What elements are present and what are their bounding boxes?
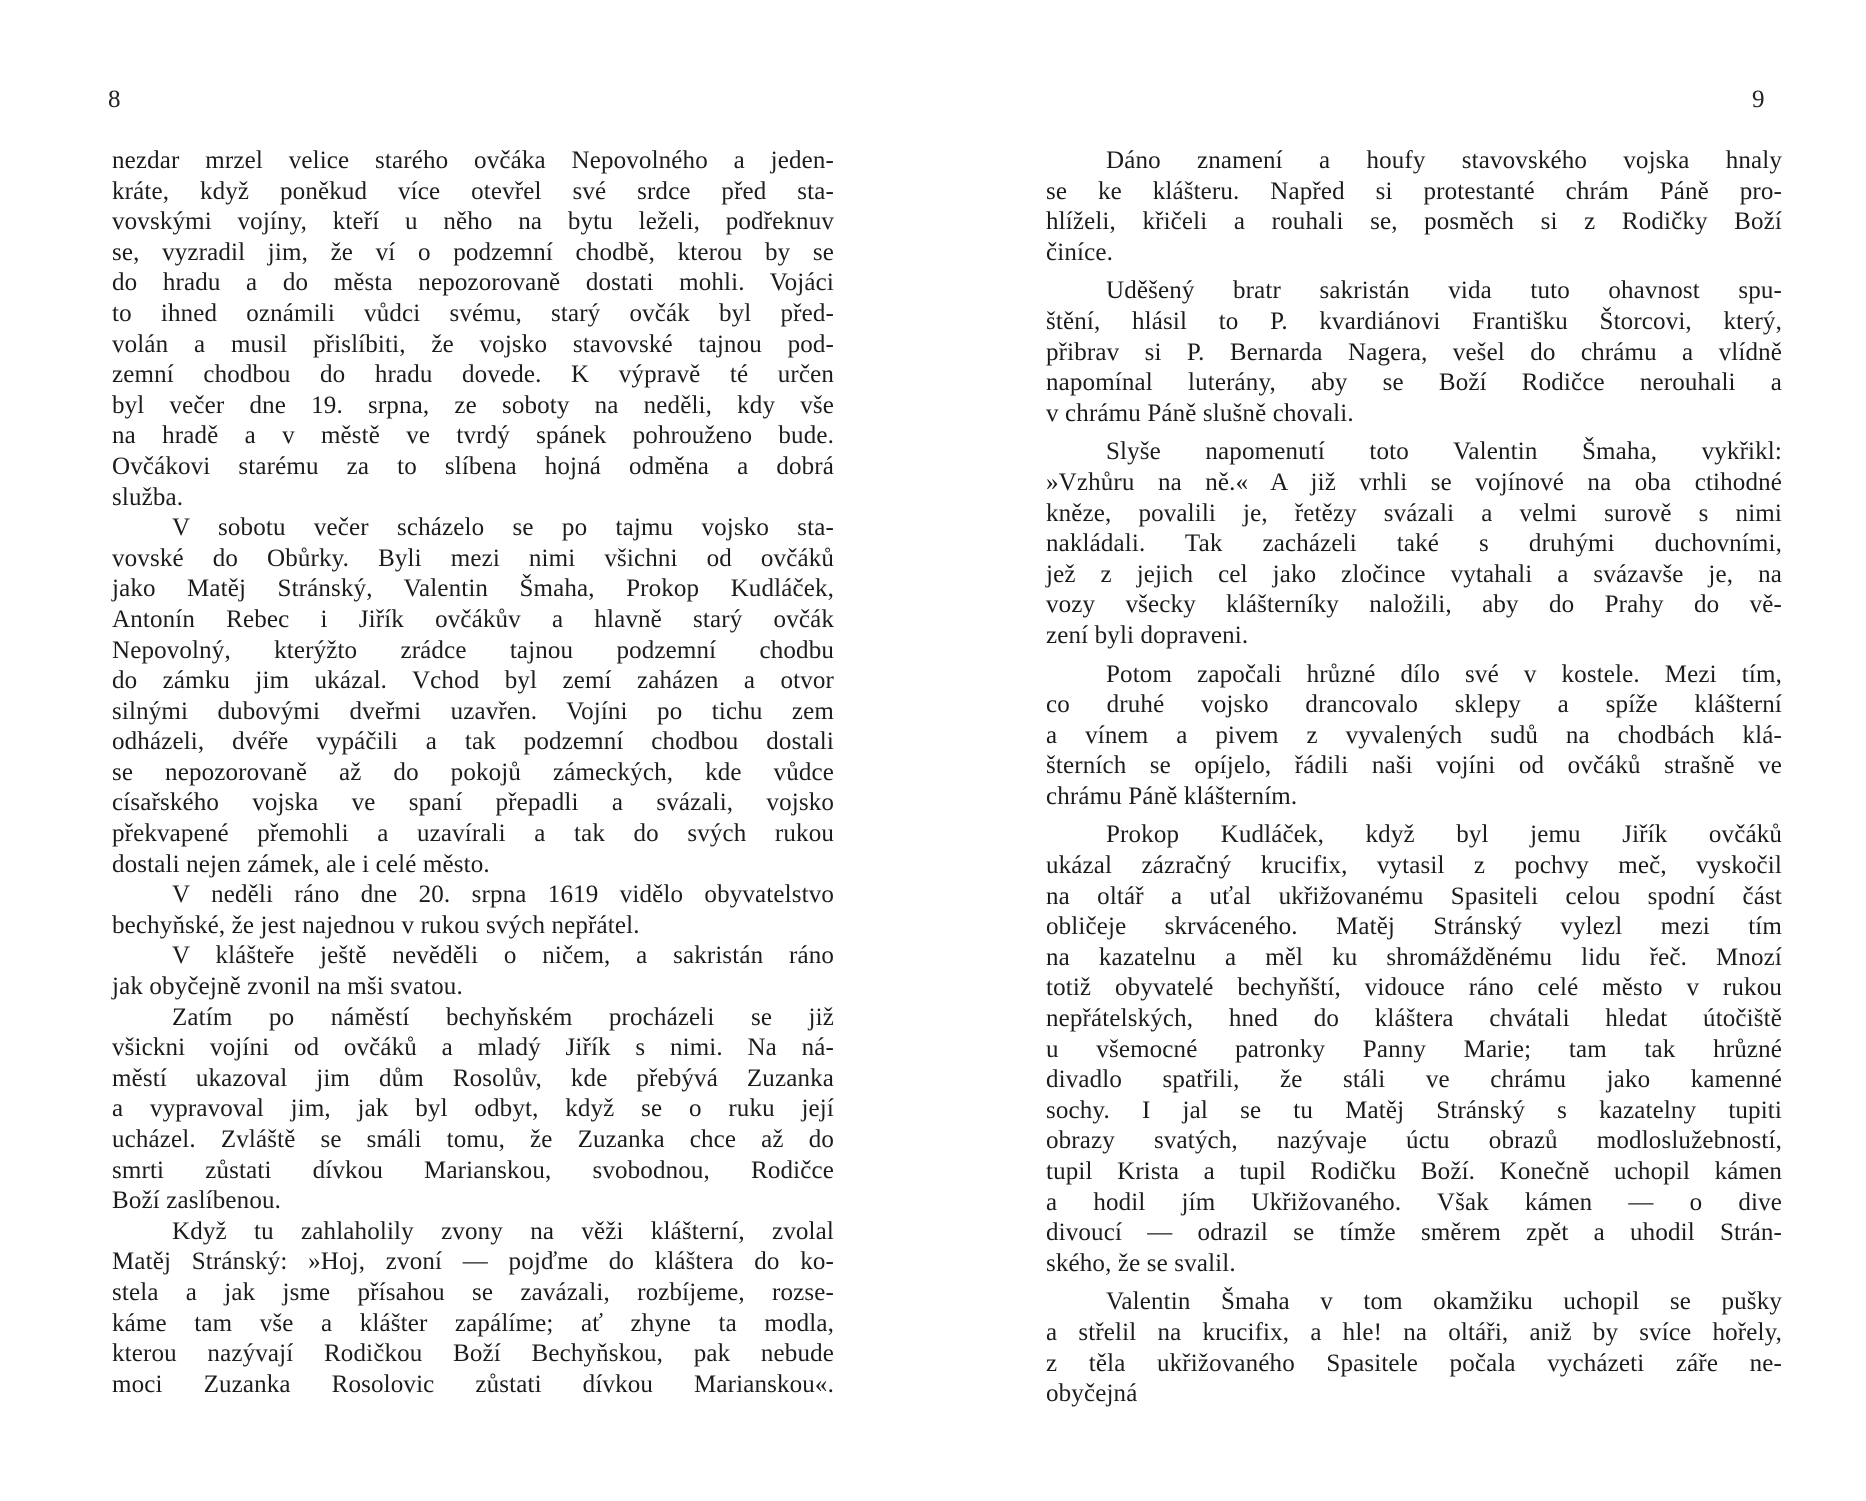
text-line: V klášteře ještě nevěděli o ničem, a sakristán ráno (172, 942, 834, 970)
paragraph (112, 880, 834, 941)
text-line: Ovčákovi starému za to slíbena hojná odměna a dobrá (112, 452, 834, 480)
text-line: císařského vojska ve spaní přepadli a svázali, vojsko (112, 789, 834, 817)
text-line: Slyše napomenutí toto Valentin Šmaha, vykřikl: (1106, 438, 1782, 466)
text-line: ského, že se svalil. (1046, 1249, 1236, 1277)
text-line: divadlo spatřili, že stáli ve chrámu jako kamenné (1046, 1066, 1782, 1094)
text-line: moci Zuzanka Rosolovic zůstati dívkou Marianskou«. (112, 1370, 834, 1398)
text-line: bechyňské, že jest najednou v rukou svých nepřátel. (112, 911, 640, 939)
text-line: kráte, když poněkud více otevřel své srdce před sta- (112, 177, 834, 205)
text-line: byl večer dne 19. srpna, ze soboty na neděli, kdy vše (112, 391, 834, 419)
text-line: vovskými vojíny, kteří u něho na bytu leželi, podřeknuv (112, 208, 834, 236)
text-line: stela a jak jsme přísahou se zavázali, rozbíjeme, rozse- (112, 1278, 834, 1306)
text-line: co druhé vojsko drancovalo sklepy a spíže klášterní (1046, 691, 1782, 719)
text-line: obličeje skrváceného. Matěj Stránský vylezl mezi tím (1046, 913, 1782, 941)
right-page (933, 0, 1866, 1501)
text-line: kněze, povalili je, řetězy svázali a velmi surově s nimi (1046, 499, 1782, 527)
text-line: zemní chodbou do hradu dovede. K výpravě té určen (112, 361, 834, 389)
text-line: totiž obyvatelé bechyňští, vidouce ráno celé město v rukou (1046, 974, 1782, 1002)
text-line: do zámku jim ukázal. Vchod byl zemí zaházen a otvor (112, 667, 834, 695)
text-line: hlíželi, křičeli a rouhali se, posměch si z Rodičky Boží (1046, 208, 1782, 236)
text-line: překvapené přemohli a uzavírali a tak do svých rukou (112, 820, 834, 848)
text-line: v chrámu Páně slušně chovali. (1046, 399, 1354, 427)
text-line: a hodil jím Ukřižovaného. Však kámen — o dive (1046, 1188, 1782, 1216)
text-line: chrámu Páně klášterním. (1046, 782, 1298, 810)
text-line: tupil Krista a tupil Rodičku Boží. Konečně uchopil kámen (1046, 1158, 1782, 1185)
text-line: kterou nazývají Rodičkou Boží Bechyňskou, pak nebude (112, 1340, 834, 1368)
paragraph (1046, 1287, 1782, 1409)
text-line: napomínal luterány, aby se Boží Rodičce nerouhali a (1046, 369, 1782, 397)
text-line: divoucí — odrazil se tímže směrem zpět a uhodil Strán- (1046, 1219, 1782, 1247)
paragraph (1046, 437, 1782, 651)
page-text (112, 146, 834, 1400)
text-line: Když tu zahlaholily zvony na věži klášterní, zvolal (172, 1217, 834, 1245)
text-line: všickni vojíni od ovčáků a mladý Jiřík s nimi. Na ná- (112, 1034, 834, 1062)
text-line: odházeli, dvéře vypáčili a tak podzemní chodbou dostali (112, 728, 834, 756)
text-line: se, vyzradil jim, že ví o podzemní chodbě, kterou by se (112, 238, 834, 266)
text-line: služba. (112, 483, 184, 511)
text-line: Zatím po náměstí bechyňském procházeli se již (172, 1003, 834, 1031)
text-line: jak obyčejně zvonil na mši svatou. (112, 973, 463, 1001)
page-text (1046, 146, 1782, 1410)
text-line: ukázal zázračný krucifix, vytasil z pochvy meč, vyskočil (1046, 852, 1782, 880)
text-line: na kazatelnu a měl ku shromážděnému lidu řeč. Mnozí (1046, 943, 1782, 971)
text-line: Boží zaslíbenou. (112, 1187, 282, 1215)
text-line: a vypravoval jim, jak byl odbyt, když se o ruku její (112, 1095, 834, 1123)
paragraph (112, 513, 834, 880)
paragraph (112, 1217, 834, 1401)
text-line: káme tam vše a klášter zapálíme; ať zhyne ta modla, (112, 1309, 834, 1337)
text-line: ucházel. Zvláště se smáli tomu, že Zuzanka chce až do (112, 1126, 834, 1153)
page-number: 8 (108, 86, 121, 113)
text-line: obyčejná (1046, 1380, 1138, 1408)
text-line: volán a musil přislíbiti, že vojsko stavovské tajnou pod- (112, 330, 834, 358)
text-line: zení byli dopraveni. (1046, 621, 1249, 649)
text-line: přibrav si P. Bernarda Nagera, vešel do chrámu a vlídně (1046, 338, 1782, 366)
text-line: Uděšený bratr sakristán vida tuto ohavnost spu- (1106, 277, 1782, 305)
text-line: na hradě a v městě ve tvrdý spánek pohrouženo bude. (112, 422, 834, 450)
text-line: Matěj Stránský: »Hoj, zvoní — pojďme do kláštera do ko- (112, 1248, 834, 1276)
page-number: 9 (1752, 86, 1765, 113)
text-line: nepřátelských, hned do kláštera chvátali hledat útočiště (1046, 1005, 1782, 1033)
text-line: a vínem a pivem z vyvalených sudů na chodbách klá- (1046, 721, 1782, 749)
text-line: se ke klášteru. Napřed si protestanté chrám Páně pro- (1046, 177, 1782, 205)
text-line: nakládali. Tak zacházeli také s druhými duchovními, (1046, 530, 1782, 558)
paragraph (112, 941, 834, 1002)
text-line: Antonín Rebec i Jiřík ovčákův a hlavně starý ovčák (112, 605, 834, 633)
text-line: dostali nejen zámek, ale i celé město. (112, 850, 490, 878)
paragraph (112, 1003, 834, 1217)
text-line: městí ukazoval jim dům Rosolův, kde přebývá Zuzanka (112, 1064, 834, 1092)
text-line: Dáno znamení a houfy stavovského vojska hnaly (1106, 147, 1782, 174)
text-line: Prokop Kudláček, když byl jemu Jiřík ovčáků (1106, 821, 1782, 849)
text-line: na oltář a uťal ukřižovanému Spasiteli celou spodní část (1046, 882, 1782, 910)
text-line: silnými dubovými dveřmi uzavřen. Vojíni po tichu zem (112, 697, 834, 725)
text-line: »Vzhůru na ně.« A již vrhli se vojínové na oba ctihodné (1046, 468, 1782, 496)
text-line: smrti zůstati dívkou Marianskou, svobodnou, Rodičce (112, 1156, 834, 1184)
text-line: u všemocné patronky Panny Marie; tam tak hrůzné (1046, 1035, 1782, 1063)
text-line: obrazy svatých, nazývaje úctu obrazů modloslužebností, (1046, 1127, 1782, 1155)
text-line: šterních se opíjelo, řádili naši vojíni od ovčáků strašně ve (1046, 752, 1782, 780)
text-line: to ihned oznámili vůdci svému, starý ovčák byl před- (112, 299, 834, 327)
paragraph (112, 146, 834, 513)
paragraph (1046, 820, 1782, 1279)
paragraph (1046, 276, 1782, 429)
text-line: jež z jejich cel jako zločince vytahali a svázavše je, na (1046, 560, 1782, 588)
text-line: Valentin Šmaha v tom okamžiku uchopil se pušky (1106, 1288, 1782, 1316)
text-line: V neděli ráno dne 20. srpna 1619 vidělo obyvatelstvo (172, 881, 834, 909)
text-line: Potom započali hrůzné dílo své v kostele. Mezi tím, (1106, 660, 1782, 688)
paragraph (1046, 660, 1782, 813)
text-line: činíce. (1046, 238, 1113, 266)
text-line: a střelil na krucifix, a hle! na oltáři, aniž by svíce hořely, (1046, 1318, 1782, 1346)
text-line: štění, hlásil to P. kvardiánovi Františku Štorcovi, který, (1046, 307, 1782, 335)
text-line: se nepozorovaně až do pokojů zámeckých, kde vůdce (112, 758, 834, 786)
text-line: V sobotu večer scházelo se po tajmu vojsko sta- (172, 514, 834, 542)
text-line: do hradu a do města nepozorovaně dostati mohli. Vojáci (112, 269, 834, 297)
text-line: vozy všecky klášterníky naložili, aby do Prahy do vě- (1046, 591, 1782, 619)
text-line: nezdar mrzel velice starého ovčáka Nepovolného a jeden- (112, 147, 834, 174)
text-line: z těla ukřižovaného Spasitele počala vycházeti záře ne- (1046, 1349, 1782, 1377)
paragraph (1046, 146, 1782, 268)
text-line: sochy. I jal se tu Matěj Stránský s kazatelny tupiti (1046, 1096, 1782, 1124)
text-line: vovské do Obůrky. Byli mezi nimi všichni od ovčáků (112, 544, 834, 572)
text-line: jako Matěj Stránský, Valentin Šmaha, Prokop Kudláček, (112, 575, 834, 603)
text-line: Nepovolný, kterýžto zrádce tajnou podzemní chodbu (112, 636, 834, 664)
